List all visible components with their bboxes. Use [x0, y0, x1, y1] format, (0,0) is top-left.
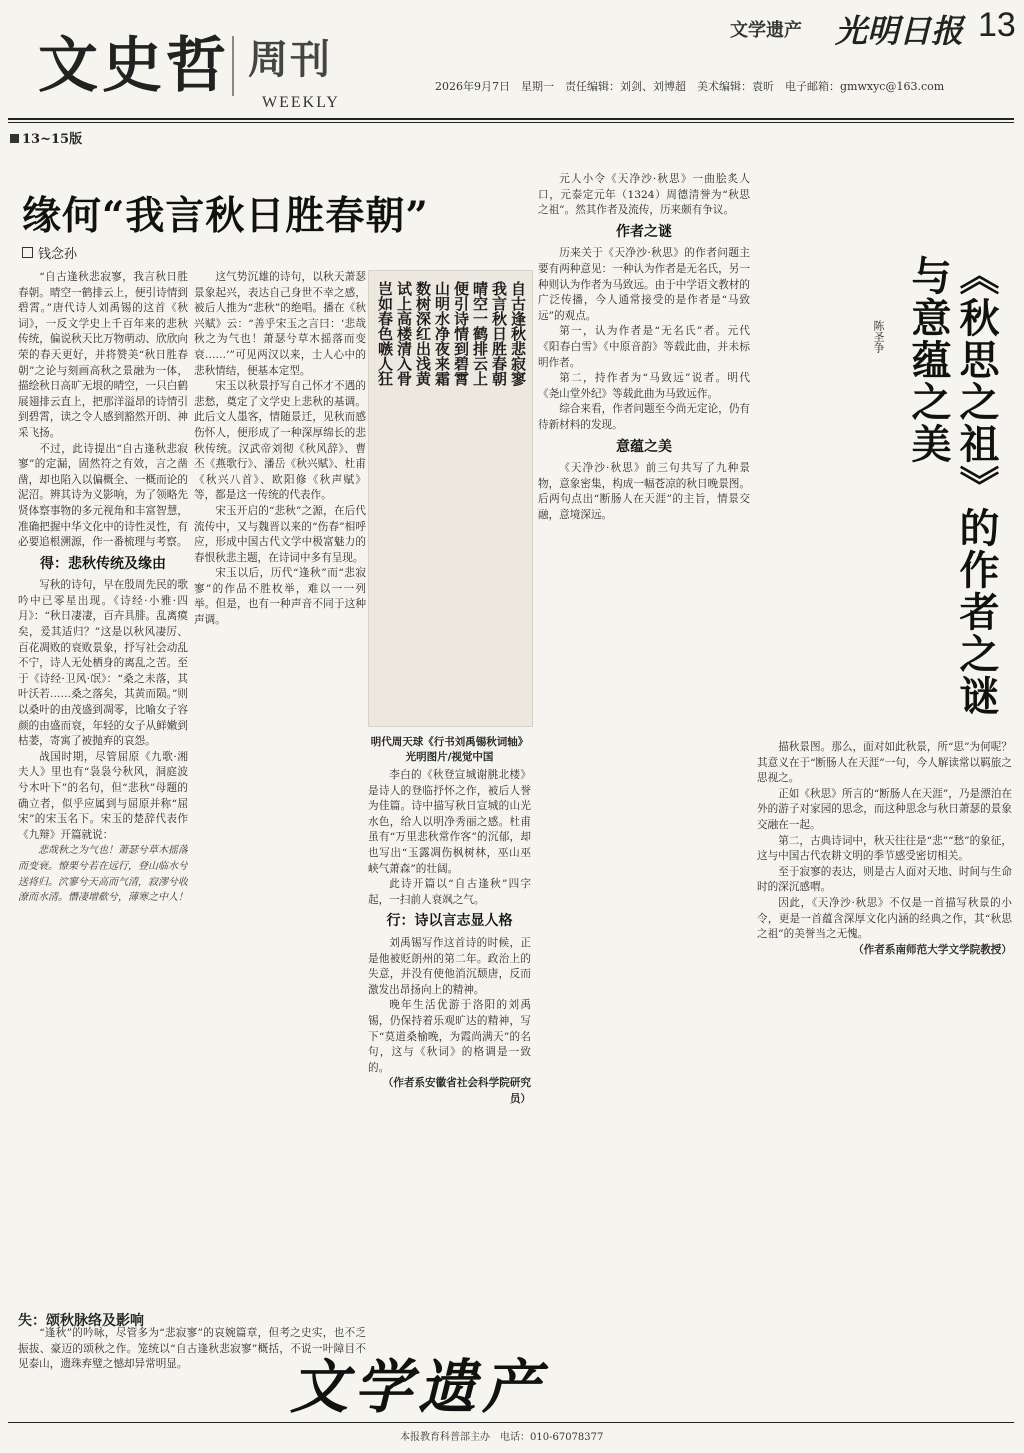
- top-rule-thin: [8, 122, 1014, 123]
- author-note: （作者系安徽省社会科学院研究员）: [382, 1077, 531, 1105]
- quotation: 悲哉秋之为气也！萧瑟兮草木摇落而变衰。憭栗兮若在远行，登山临水兮送将归。泬寥兮天高而气清，寂漻兮收潦而水清。憯凄增欷兮，薄寒之中人！: [18, 845, 188, 904]
- square-bullet-icon: [10, 134, 19, 143]
- paragraph: 综合来看，作者问题至今尚无定论，仍有待新材料的发现。: [538, 403, 750, 431]
- paragraph: 晚年生活优游于洛阳的刘禹锡，仍保持着乐观旷达的精神，写下“莫道桑榆晚，为霞尚满天”的名句，这与《秋词》的格调是一致的。: [368, 999, 531, 1074]
- paragraph: 此诗开篇以“自古逢秋”四字起，一扫前人衰飒之气。: [368, 878, 531, 906]
- paragraph: 宋玉以秋景抒写自己怀才不遇的悲愁，奠定了文学史上悲秋的基调。此后文人墨客，情随景迁，见秋而感伤怀人，便形成了一种深厚绵长的悲秋传统。汉武帝刘彻《秋风辞》、曹丕《燕歌行》、潘岳《秋兴赋》、杜甫《秋兴八首》、欧阳修《秋声赋》等，都是这一传统的代表作。: [194, 380, 366, 502]
- paragraph: 历来关于《天净沙·秋思》的作者问题主要有两种意见：一种认为作者是无名氏，另一种则认为作者为马致远。由于中学语文教材的广泛传播，今人通常接受的是作者是“马致远”的观点。: [538, 247, 750, 322]
- newspaper-name: 光明日报: [835, 12, 964, 50]
- article-title: 缘何“我言秋日胜春朝”: [22, 193, 429, 239]
- calligraphy-line: 晴空一鹤排云上: [471, 281, 489, 386]
- paragraph: 宋玉开启的“悲秋”之源，在后代流传中，又与魏晋以来的“伤春”相呼应，形成中国古代文学中极富魅力的春恨秋悲主题，在诗词中多有呈现。: [194, 504, 366, 564]
- paragraph: 因此，《天净沙·秋思》不仅是一首描写秋景的小令，更是一首蕴含深厚文化内涵的经典之作，其“秋思之祖”的美誉当之无愧。: [757, 896, 1012, 941]
- article2-title: 《秋思之祖》的作者之谜与意蕴之美: [905, 255, 1000, 717]
- article1-column-1: [18, 270, 188, 1320]
- paragraph: 第二，持作者为“马致远”说者。明代《尧山堂外纪》等载此曲为马致远作。: [538, 372, 750, 400]
- calligraphy-line: 岂如春色嗾人狂: [376, 281, 394, 386]
- author-note: （作者系南师范大学文学院教授）: [853, 943, 1012, 956]
- calligraphy-line: 便引诗情到碧霄: [452, 281, 470, 386]
- calligraphy-line: 数树深红出浅黄: [414, 281, 432, 386]
- paragraph: 第一，认为作者是“无名氏”者。元代《阳春白雪》《中原音韵》等载此曲，并未标明作者。: [538, 325, 750, 369]
- pages-label: 13~15版: [10, 128, 82, 147]
- article2-byline: 陈圣争: [872, 320, 885, 353]
- section-title: 文史哲: [38, 31, 230, 101]
- article1-column-3: [368, 768, 531, 1328]
- article-byline: 钱念孙: [22, 243, 77, 262]
- paragraph: 描秋景图。那么，面对如此秋景，所“思”为何呢？其意义在于“断肠人在天涯”一句，今人解读常以羁旅之思视之。: [757, 741, 1012, 785]
- calligraphy-line: 自古逢秋悲寂寥: [509, 281, 527, 386]
- calligraphy-line: 试上高楼清入骨: [395, 281, 413, 386]
- footer-text: 本报教育科普部主办 电话：010-67078377: [400, 1432, 604, 1443]
- footer-rule: [8, 1422, 1014, 1423]
- byline-box-icon: [22, 247, 33, 258]
- article2-column-2: [757, 740, 1012, 1395]
- page-number: 13: [978, 6, 1016, 44]
- section-heading: 得：悲秋传统及缘由: [40, 555, 166, 572]
- paragraph: 宋玉以后，历代“逢秋”而“悲寂寥”的作品不胜枚举，难以一一列举。但是，也有一种声音不同于这种声调。: [194, 567, 366, 627]
- calligraphy-image: [368, 270, 533, 727]
- section-heading: 作者之谜: [616, 223, 672, 240]
- paragraph: 元人小令《天净沙·秋思》一曲脍炙人口，元泰定元年（1324）周德清誉为“秋思之祖”。然其作者及流传，历来颇有争议。: [538, 173, 750, 217]
- article1-column-2: [194, 270, 366, 1320]
- paragraph: “自古逢秋悲寂寥，我言秋日胜春朝。晴空一鹤排云上，便引诗情到碧霄。”唐代诗人刘禹锡的这首《秋词》，一反文学史上千百年来的悲秋传统，偏说秋天比万物萌动、欣欣向荣的春天更好，并将赞美“秋日胜春朝”之论与刻画高秋之景融为一体，描绘秋日高旷无垠的晴空，一只白鹤展翅排云直上，把那洋溢昂的诗情引到碧霄，读之令人感到豁然开朗、神采飞扬。: [18, 271, 188, 439]
- column-name: 文学遗产: [730, 20, 802, 41]
- article2-column-1: [538, 172, 750, 1402]
- paragraph: 不过，此诗提出“自古逢秋悲寂寥”的定漏，固然符之有效，言之凿凿，却也陷入以偏概全、一概而论的泥沼。辨其诗为义影响，为了领略先贤体察事物的多元视角和丰富智慧，准确把握中华文化中的诗性灵性，有必要追根溯源，作一番梳理与考察。: [18, 442, 188, 549]
- paragraph: “逢秋”的吟咏，尽管多为“悲寂寥”的哀婉篇章，但考之史实，也不乏振拔、豪迈的颂秋之作。笼统以“自古逢秋悲寂寥”概括，不说一叶障目不见泰山，遗珠弃璧之憾却异常明显。: [18, 1327, 366, 1371]
- section-heading: 失：颂秋脉络及影响: [18, 1313, 144, 1329]
- column-logo: 文学遗产: [290, 1353, 547, 1421]
- calligraphy-line: 我言秋日胜春朝: [490, 281, 508, 386]
- paragraph: 刘禹锡写作这首诗的时候，正是他被贬朗州的第二年。政治上的失意，并没有使他消沉颓唐，反而激发出昂扬向上的精神。: [368, 936, 531, 996]
- masthead-divider: [232, 36, 234, 96]
- paragraph: 第二，古典诗词中，秋天往往是“悲”“愁”的象征，这与中国古代农耕文明的季节感受密切相关。: [757, 834, 1012, 863]
- paragraph: 战国时期，尽管屈原《九歌·湘夫人》里也有“袅袅兮秋风，洞庭波兮木叶下”的名句，但“悲秋”母题的确立者，似乎应属到与屈原并称“屈宋”的宋玉名下。宋玉的楚辞代表作《九辩》开篇就说：: [18, 750, 188, 841]
- paragraph: 李白的《秋登宣城谢朓北楼》是诗人的登临抒怀之作，被后人誉为佳篇。诗中描写秋日宣城的山光水色，给人以明净秀丽之感。杜甫虽有“万里悲秋常作客”的沉郁，却也写出“玉露凋伤枫树林，巫山巫峡气萧森”的壮阔。: [368, 769, 531, 875]
- paragraph: 正如《秋思》所言的“断肠人在天涯”，乃是漂泊在外的游子对家园的思念，而这种思念与秋日萧瑟的景象交融在一起。: [757, 787, 1012, 831]
- paragraph: 写秋的诗句，早在殷周先民的歌吟中已零星出现。《诗经·小雅·四月》：“秋日凄凄，百卉具腓。乱离瘼矣，爰其适归？”这是以秋风凄厉、百花凋败的衰败景象，抒写社会动乱不宁，诗人无处栖身的离乱之苦。至于《诗经·卫风·氓》：“桑之未落，其叶沃若……桑之落矣，其黄而陨。”则以桑叶的由茂盛到凋零，比喻女子容颜的由盛而衰，年轻的女子从鲜嫩到枯萎，寄寓了被抛弃的哀怨。: [18, 579, 188, 748]
- weekly-label-cn: 周刊: [248, 36, 332, 83]
- paragraph: 《天净沙·秋思》前三句共写了九种景物，意象密集，构成一幅苍凉的秋日晚景图。后两句点出“断肠人在天涯”的主旨，情景交融，意境深远。: [538, 462, 750, 521]
- top-rule: [8, 118, 1014, 120]
- section-heading: 意蕴之美: [616, 438, 672, 455]
- image-caption: 明代周天球《行书刘禹锡秋词轴》 光明图片/视觉中国: [370, 736, 529, 763]
- paragraph: 这气势沉雄的诗句，以秋天萧瑟景象起兴，表达自己身世不幸之感，被后人推为“悲秋”的绝唱。播在《秋兴赋》云：“善乎宋玉之言曰：‘悲哉秋之为气也！萧瑟兮草木摇落而变衰……’”可见两汉以来，士人心中的悲秋情结，便基本定型。: [194, 271, 366, 377]
- issue-info-bar: 2026年9月7日 星期一 责任编辑：刘剑、刘博超 美术编辑：袁昕 电子邮箱：gmwxyc@163.com: [435, 80, 945, 93]
- section-heading: 行：诗以言志显人格: [386, 913, 513, 930]
- weekly-label-en: WEEKLY: [262, 94, 340, 111]
- calligraphy-line: 山明水净夜来霜: [433, 281, 451, 386]
- paragraph: 至于寂寥的表达，则是古人面对天地、时间与生命时的深沉感喟。: [757, 865, 1012, 894]
